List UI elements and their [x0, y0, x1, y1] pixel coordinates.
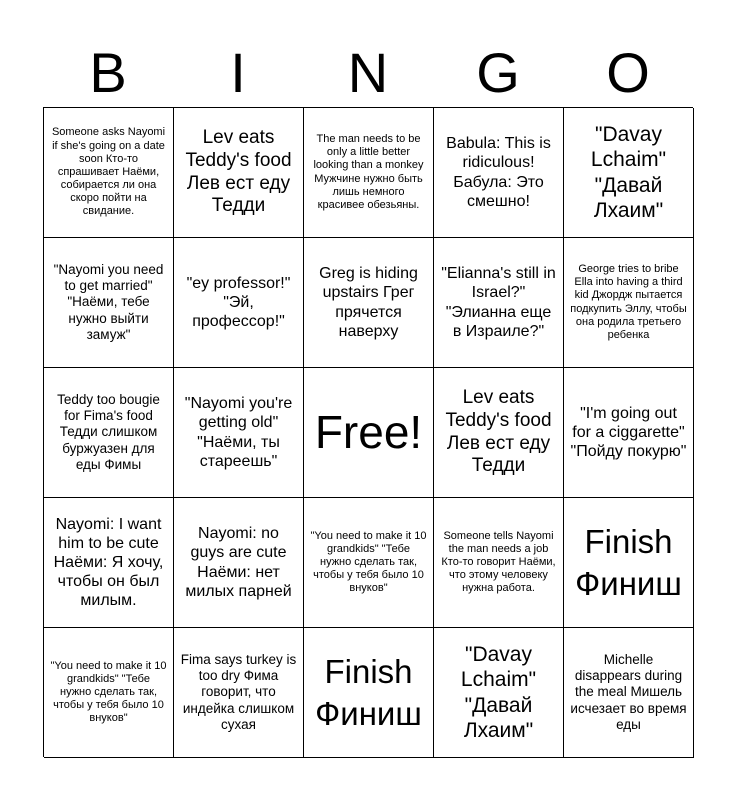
bingo-cell-r1c5[interactable]: "Davay Lchaim" "Давай Лхаим" [564, 108, 694, 238]
bingo-cell-r4c2[interactable]: Nayomi: no guys are cute Наёми: нет милых парней [174, 498, 304, 628]
bingo-cell-r2c1[interactable]: "Nayomi you need to get married" "Наёми, тебе нужно выйти замуж" [44, 238, 174, 368]
header-letter-g: G [476, 41, 520, 104]
bingo-header [43, 40, 693, 106]
bingo-cell-r3c1[interactable]: Teddy too bougie for Fima's food Тедди слишком буржуазен для еды Фимы [44, 368, 174, 498]
bingo-cell-r5c3[interactable]: Finish Финиш [304, 628, 434, 758]
bingo-cell-r3c5[interactable]: "I'm going out for a ciggarette" "Пойду покурю" [564, 368, 694, 498]
bingo-cell-r3c2[interactable]: "Nayomi you're getting old" "Наёми, ты стареешь" [174, 368, 304, 498]
bingo-cell-r1c4[interactable]: Babula: This is ridiculous! Бабула: Это смешно! [434, 108, 564, 238]
header-letter-n: N [347, 41, 389, 104]
bingo-card-grid [43, 107, 693, 757]
bingo-cell-r3c4[interactable]: Lev eats Teddy's food Лев ест еду Тедди [434, 368, 564, 498]
bingo-cell-r4c4[interactable]: Someone tells Nayomi the man needs a job Кто-то говорит Наёми, что этому человеку нужна работа. [434, 498, 564, 628]
header-letter-i: I [230, 41, 246, 104]
bingo-cell-r1c1[interactable]: Someone asks Nayomi if she's going on a date soon Кто-то спрашивает Наёми, собирается ли она скоро пойти на свидание. [44, 108, 174, 238]
bingo-free-space[interactable]: Free! [304, 368, 434, 498]
bingo-cell-r4c3[interactable]: "You need to make it 10 grandkids" "Тебе нужно сделать так, чтобы у тебя было 10 внуков" [304, 498, 434, 628]
bingo-cell-r2c3[interactable]: Greg is hiding upstairs Грег прячется наверху [304, 238, 434, 368]
bingo-cell-r5c1[interactable]: "You need to make it 10 grandkids" "Тебе нужно сделать так, чтобы у тебя было 10 внуков" [44, 628, 174, 758]
bingo-cell-r2c4[interactable]: "Elianna's still in Israel?" "Элианна еще в Израиле?" [434, 238, 564, 368]
bingo-cell-r4c1[interactable]: Nayomi: I want him to be cute Наёми: Я хочу, чтобы он был милым. [44, 498, 174, 628]
bingo-cell-r5c4[interactable]: "Davay Lchaim" "Давай Лхаим" [434, 628, 564, 758]
bingo-cell-r1c2[interactable]: Lev eats Teddy's food Лев ест еду Тедди [174, 108, 304, 238]
header-letter-b: B [89, 41, 127, 104]
bingo-cell-r1c3[interactable]: The man needs to be only a little better looking than a monkey Мужчине нужно быть лишь немного красивее обезьяны. [304, 108, 434, 238]
bingo-cell-r5c5[interactable]: Michelle disappears during the meal Мишель исчезает во время еды [564, 628, 694, 758]
bingo-cell-r4c5[interactable]: Finish Финиш [564, 498, 694, 628]
header-letter-o: O [606, 41, 650, 104]
bingo-cell-r2c5[interactable]: George tries to bribe Ella into having a third kid Джордж пытается подкупить Эллу, чтобы она родила третьего ребенка [564, 238, 694, 368]
bingo-cell-r2c2[interactable]: "ey professor!" "Эй, профессор!" [174, 238, 304, 368]
bingo-cell-r5c2[interactable]: Fima says turkey is too dry Фима говорит, что индейка слишком сухая [174, 628, 304, 758]
